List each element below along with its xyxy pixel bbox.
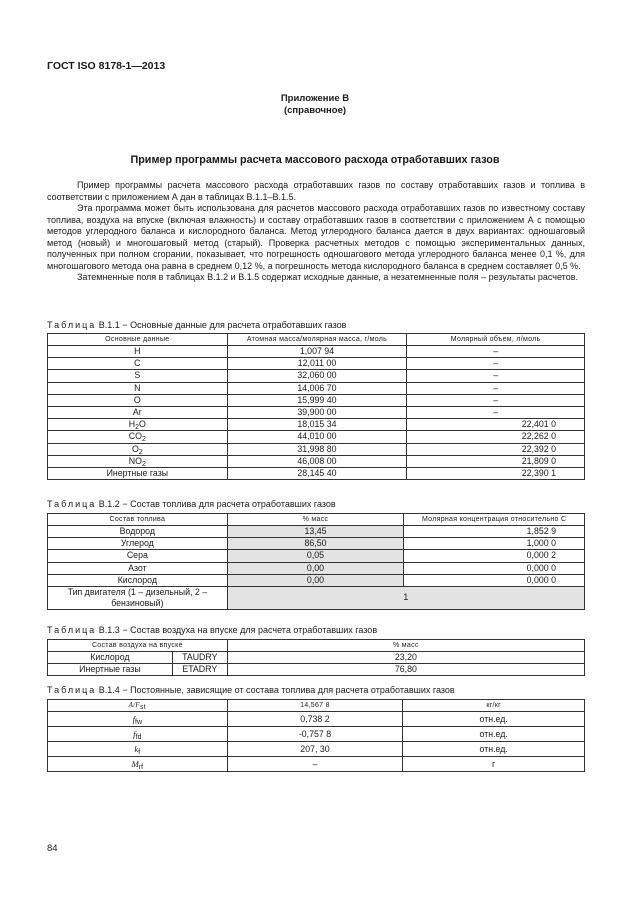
cell: 32,060 00: [227, 370, 407, 382]
input-cell: 0,00: [227, 562, 404, 574]
column-header: 14,567 8: [227, 700, 403, 712]
caption-prefix: Таблица: [47, 320, 97, 330]
cell: 76,80: [227, 664, 584, 676]
table-row: [48, 550, 585, 562]
cell: 0,000 0: [404, 574, 585, 586]
cell: 1,000 0: [404, 538, 585, 550]
table-row: [48, 586, 585, 609]
input-cell: 0,00: [227, 574, 404, 586]
document-header: ГОСТ ISO 8178-1—2013: [47, 60, 166, 72]
formula-cell: $CO_2$: [48, 431, 228, 443]
input-cell: 13,45: [227, 526, 404, 538]
cell: Инертные газы: [48, 664, 173, 676]
table-fuel-constants: [47, 699, 585, 772]
formula-cell: $H_2O$: [48, 419, 228, 431]
cell: –: [407, 370, 585, 382]
cell: -0,757 8: [227, 727, 403, 742]
formula-cell: $M_{rf}$: [48, 757, 228, 772]
cell: –: [407, 358, 585, 370]
cell: отн.ед.: [403, 712, 585, 727]
cell: Инертные газы: [48, 467, 228, 479]
cell: 1,007 94: [227, 346, 407, 358]
cell: 18,015 34: [227, 419, 407, 431]
cell: O: [48, 394, 228, 406]
engine-type-label: Тип двигателя (1 – дизельный, 2 – бензиновый): [48, 586, 228, 609]
formula-cell: $f_{fw}$: [48, 712, 228, 727]
cell: –: [407, 346, 585, 358]
cell: H: [48, 346, 228, 358]
cell: отн.ед.: [403, 742, 585, 757]
cell: –: [407, 406, 585, 418]
cell: Углерод: [48, 538, 228, 550]
table-row: [48, 757, 585, 772]
cell: Кислород: [48, 574, 228, 586]
paragraph: Пример программы расчета массового расхода отработавших газов по составу отработавших газов и топлива в соответствии с приложением А дан в таблицах В.1.1–В.1.5.: [47, 180, 585, 202]
table-row: [48, 742, 585, 757]
cell: 0,738 2: [227, 712, 403, 727]
cell: Кислород: [48, 652, 173, 664]
caption-prefix: Таблица: [47, 499, 97, 509]
table-row: [48, 358, 585, 370]
table-row: [48, 394, 585, 406]
caption-text: В.1.1 − Основные данные для расчета отработавших газов: [96, 320, 347, 330]
table4-caption: [47, 685, 455, 695]
cell: –: [407, 394, 585, 406]
cell: отн.ед.: [403, 727, 585, 742]
input-cell: 86,50: [227, 538, 404, 550]
engine-type-value: 1: [227, 586, 584, 609]
caption-text: В.1.2 − Состав топлива для расчета отработавших газов: [96, 499, 336, 509]
cell: 15,999 40: [227, 394, 407, 406]
cell: Азот: [48, 562, 228, 574]
cell: 14,006 70: [227, 382, 407, 394]
cell: 0,000 0: [404, 562, 585, 574]
table-row: [48, 664, 585, 676]
table-row: [48, 727, 585, 742]
column-header: кг/кг: [403, 700, 585, 712]
appendix-subtitle: (справочное): [283, 105, 347, 116]
table-basic-data: [47, 333, 585, 480]
body-text: [47, 180, 585, 284]
table1-caption: [47, 320, 346, 330]
cell: 0,000 2: [404, 550, 585, 562]
formula-cell: $k_f$: [48, 742, 228, 757]
caption-text: В.1.4 − Постоянные, зависящие от состава топлива для расчета отработавших газов: [96, 685, 455, 695]
formula-cell: $O_2$: [48, 443, 228, 455]
cell: 207, 30: [227, 742, 403, 757]
table-row: [48, 467, 585, 479]
paragraph: Эта программа может быть использована для расчетов массового расхода отработавших газов по известному составу топлива, воздуха на впуске (включая влажность) и составу отработавших газов в соответствии с приложением А с помощью методов углеродного баланса и кислородного баланса. Метод углеродного баланса дается в двух вариантах: одношаговый метод (новый) и многошаговый метод (старый). Проверка расчетных методов с помощью экспериментальных данных, полученных при полном сгорании, показывает, что погрешность одношагового метода углеродного баланса менее 0,1 %, для многошагового метода она равна в среднем 0,12 %, а погрешность метода кислородного баланса в среднем составляет 0,5 %.: [47, 203, 585, 271]
cell: 39,900 00: [227, 406, 407, 418]
caption-prefix: Таблица: [47, 685, 97, 695]
column-header: Состав топлива: [48, 514, 228, 526]
cell: TAUDRY: [172, 652, 227, 664]
cell: 22,401 0: [407, 419, 585, 431]
cell: 46,008 00: [227, 455, 407, 467]
input-cell: 0,05: [227, 550, 404, 562]
cell: 23,20: [227, 652, 584, 664]
table-row: [48, 370, 585, 382]
column-header: % масс: [227, 640, 584, 652]
table3-caption: [47, 625, 377, 635]
table-row: [48, 431, 585, 443]
caption-prefix: Таблица: [47, 625, 97, 635]
cell: –: [227, 757, 403, 772]
paragraph: Затемненные поля в таблицах В.1.2 и В.1.5 содержат исходные данные, а незатемненные поля – результаты расчетов.: [77, 272, 578, 282]
table-row: [48, 455, 585, 467]
table-row: [48, 712, 585, 727]
cell: N: [48, 382, 228, 394]
table-row: [48, 419, 585, 431]
cell: 44,010 00: [227, 431, 407, 443]
table-intake-air: [47, 639, 585, 676]
column-header: Молярный объем, л/моль: [407, 334, 585, 346]
appendix-title: Приложение В: [280, 93, 350, 104]
table-row: [48, 382, 585, 394]
table-row: [48, 526, 585, 538]
table-fuel-composition: [47, 513, 585, 610]
table-row: [48, 574, 585, 586]
cell: 12,011 00: [227, 358, 407, 370]
cell: 28,145 40: [227, 467, 407, 479]
formula-cell: $NO_2$: [48, 455, 228, 467]
table-row: [48, 562, 585, 574]
formula-cell: $f_{fd}$: [48, 727, 228, 742]
table-row: [48, 652, 585, 664]
caption-text: В.1.3 − Состав воздуха на впуске для расчета отработавших газов: [96, 625, 378, 635]
cell: г: [403, 757, 585, 772]
column-header: Состав воздуха на впуске: [48, 640, 228, 652]
table-row: [48, 443, 585, 455]
section-title: Пример программы расчета массового расхода отработавших газов: [130, 154, 500, 166]
cell: ETADRY: [172, 664, 227, 676]
column-header: Основные данные: [48, 334, 228, 346]
page-number: 84: [47, 843, 58, 854]
table2-caption: [47, 499, 336, 509]
cell: 31,998 80: [227, 443, 407, 455]
table-row: [48, 538, 585, 550]
cell: C: [48, 358, 228, 370]
cell: –: [407, 382, 585, 394]
cell: 21,809 0: [407, 455, 585, 467]
cell: 22,390 1: [407, 467, 585, 479]
cell: Сера: [48, 550, 228, 562]
column-header: % масс: [227, 514, 404, 526]
column-header: Молярная концентрация относительно С: [404, 514, 585, 526]
cell: 22,392 0: [407, 443, 585, 455]
table-row: [48, 406, 585, 418]
formula-cell: $A/F_{st}$: [48, 700, 228, 712]
cell: 1,852 9: [404, 526, 585, 538]
column-header: Атомная масса/молярная масса, г/моль: [227, 334, 407, 346]
cell: 22,262 0: [407, 431, 585, 443]
cell: Водород: [48, 526, 228, 538]
table-row: [48, 346, 585, 358]
cell: S: [48, 370, 228, 382]
cell: Ar: [48, 406, 228, 418]
